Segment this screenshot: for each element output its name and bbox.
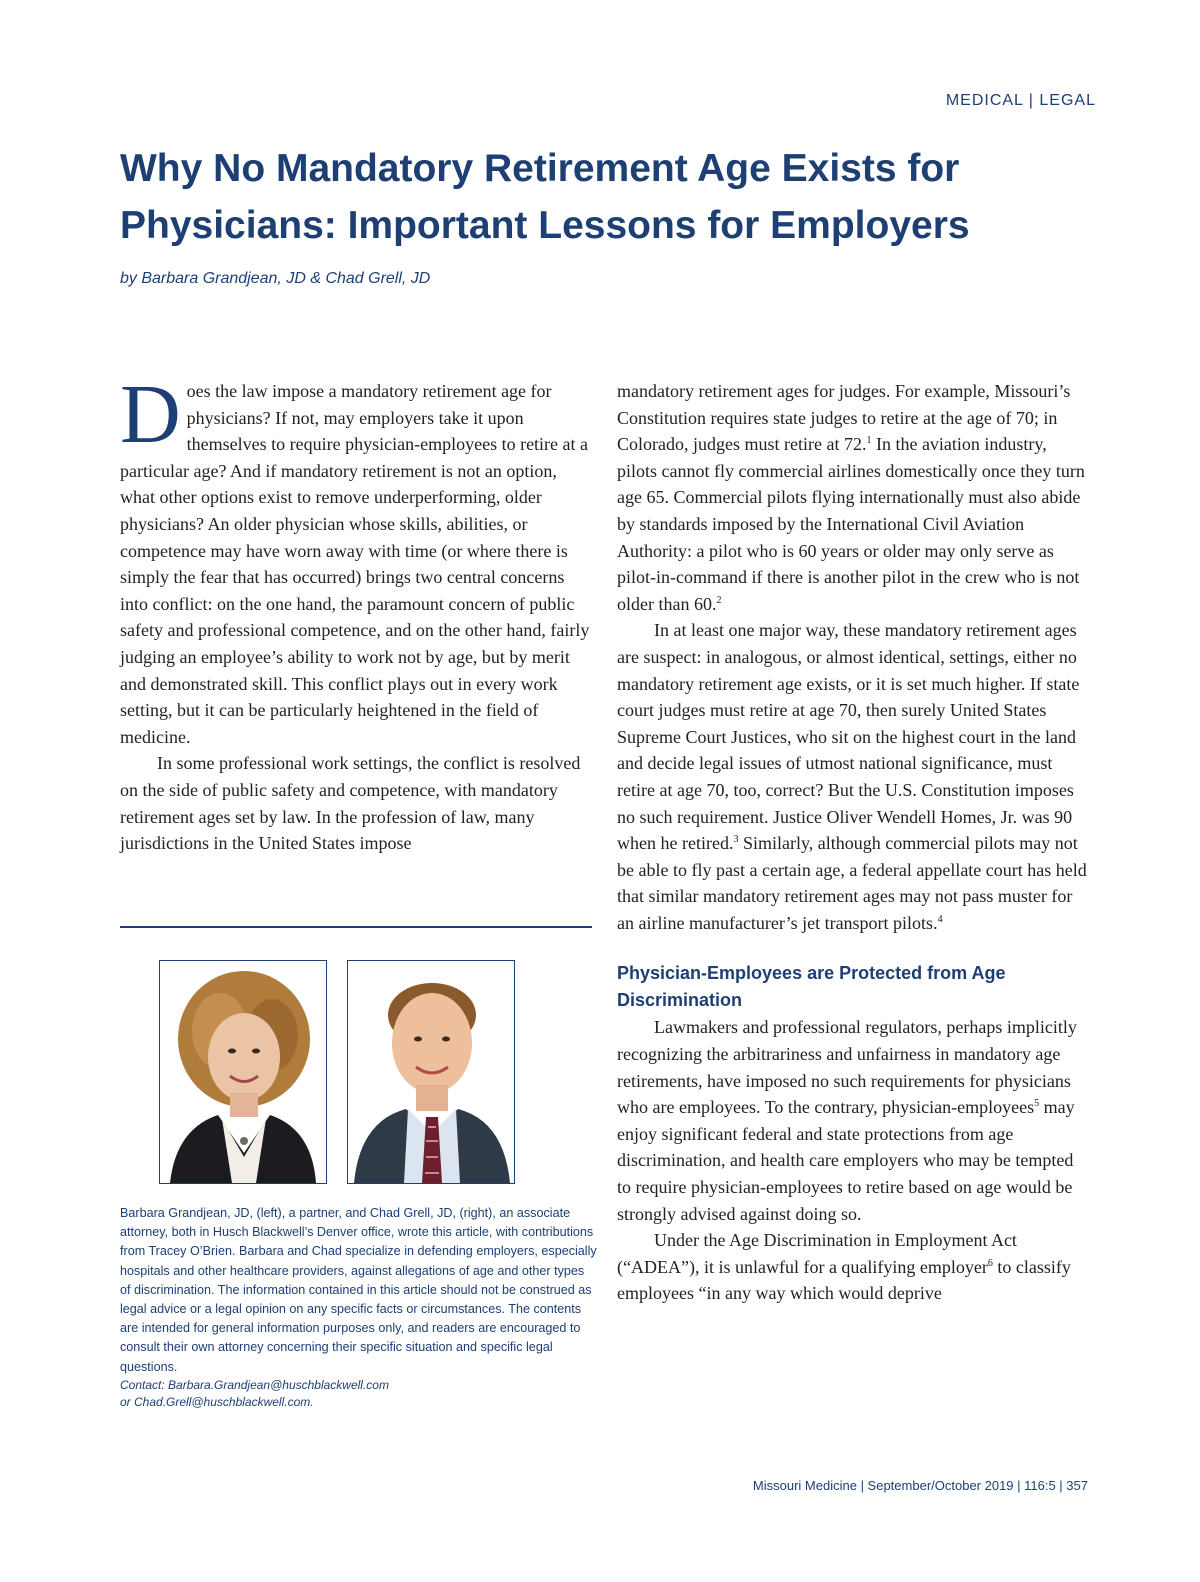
author-caption <box>120 1204 598 1411</box>
footnote-ref: 2 <box>716 594 722 606</box>
footnote-ref: 1 <box>866 435 872 447</box>
text-run: Under the Age Discrimination in Employment Act (“ADEA”), it is unlawful for a qualifying employer <box>617 1230 1017 1277</box>
section-label: MEDICAL | LEGAL <box>945 92 1096 109</box>
paragraph <box>617 378 1087 617</box>
footnote-ref: 6 <box>987 1257 993 1269</box>
footnote-ref: 3 <box>733 834 739 846</box>
caption-text: Barbara Grandjean, JD, (left), a partner, and Chad Grell, JD, (right), an associate attorney, both in Husch Blackwell’s Denver office, wrote this article, with contributions from Tracey O’Brien. Barbara and Chad specialize in defending employers, especially hospitals and other healthcare providers, against allegations of age and other types of discrimination. The information contained in this article should not be construed as legal advice or a legal opinion on any specific facts or circumstances. The contents are intended for general information purposes only, and readers are encouraged to consult their own attorney concerning their specific situation and specific legal questions. <box>120 1206 597 1374</box>
page-footer: Missouri Medicine | September/October 2019 | 116:5 | 357 <box>752 1478 1088 1493</box>
text-run: In the aviation industry, pilots cannot fly commercial airlines domestically once they turn age 65. Commercial pilots flying internationally must also abide by standards imposed by the International Civil Aviation Authority: a pilot who is 60 years or older may only serve as pilot-in-command if there is another pilot in the crew who is not older than 60. <box>617 434 1085 614</box>
footnote-ref: 5 <box>1034 1098 1040 1110</box>
footnote-ref: 4 <box>937 913 943 925</box>
contact-line-2: or Chad.Grell@huschblackwell.com. <box>120 1394 314 1409</box>
text-run: Lawmakers and professional regulators, perhaps implicitly recognizing the arbitrariness and unfairness in mandatory age retirements, have imposed no such requirements for physicians who are employees. To the contrary, physician-employees <box>617 1017 1077 1118</box>
intro-paragraph <box>120 368 590 750</box>
section-divider <box>120 926 592 928</box>
byline: by Barbara Grandjean, JD & Chad Grell, JD <box>120 270 431 287</box>
section-subheading: Physician-Employees are Protected from Age Discrimination <box>617 963 1006 1011</box>
paragraph <box>617 1227 1087 1307</box>
text-run: to classify employees “in any way which would deprive <box>617 1256 1071 1304</box>
article-title: Why No Mandatory Retirement Age Exists for Physicians: Important Lessons for Employers <box>120 147 970 247</box>
text-run: may enjoy significant federal and state protections from age discrimination, and health care employers who may be tempted to require physician-employees to retire based on age would be strongly advised against doing so. <box>617 1097 1075 1224</box>
paragraph <box>617 1014 1087 1227</box>
author-portrait-female <box>160 961 326 1183</box>
author-portrait-male <box>348 961 514 1183</box>
drop-cap: D <box>120 368 181 461</box>
text-run: mandatory retirement ages for judges. For example, Missouri’s Constitution requires state judges to retire at the age of 70; in Colorado, judges must retire at 72. <box>617 381 1071 455</box>
paragraph: In some professional work settings, the conflict is resolved on the side of public safety and competence, with mandatory retirement ages set by law. In the profession of law, many jurisdictions in the United States impose <box>120 753 581 854</box>
paragraph <box>617 617 1087 936</box>
right-column <box>617 378 1087 1307</box>
left-column <box>120 368 590 857</box>
author-photo-grell <box>347 960 515 1184</box>
text-run: In at least one major way, these mandatory retirement ages are suspect: in analogous, or almost identical, settings, either no mandatory retirement age exists, or it is set much higher. If state court judges must retire at age 70, then surely United States Supreme Court Justices, who sit on the highest court in the land and decide legal issues of utmost national significance, must retire at age 70, too, correct? But the U.S. Constitution imposes no such requirement. Justice Oliver Wendell Homes, Jr. was 90 when he retired. <box>617 620 1080 854</box>
contact-line-1: Contact: Barbara.Grandjean@huschblackwell.com <box>120 1377 389 1392</box>
author-photo-grandjean <box>159 960 327 1184</box>
text-run: Similarly, although commercial pilots may not be able to fly past a certain age, a federal appellate court has held that similar mandatory retirement ages may not pass muster for an airline manufacturer’s jet transport pilots. <box>617 833 1087 933</box>
intro-text: oes the law impose a mandatory retirement age for physicians? If not, may employers take it upon themselves to require physician-employees to retire at a particular age? And if mandatory retirement is not an option, what other options exist to remove underperforming, older physicians? An older physician whose skills, abilities, or competence may have worn away with time (or where there is simply the fear that has occurred) brings two central concerns into conflict: on the one hand, the paramount concern of public safety and professional competence, and on the other hand, fairly judging an employee’s ability to work not by age, but by merit and demonstrated skill. This conflict plays out in every work setting, but it can be particularly heightened in the field of medicine. <box>120 381 590 747</box>
